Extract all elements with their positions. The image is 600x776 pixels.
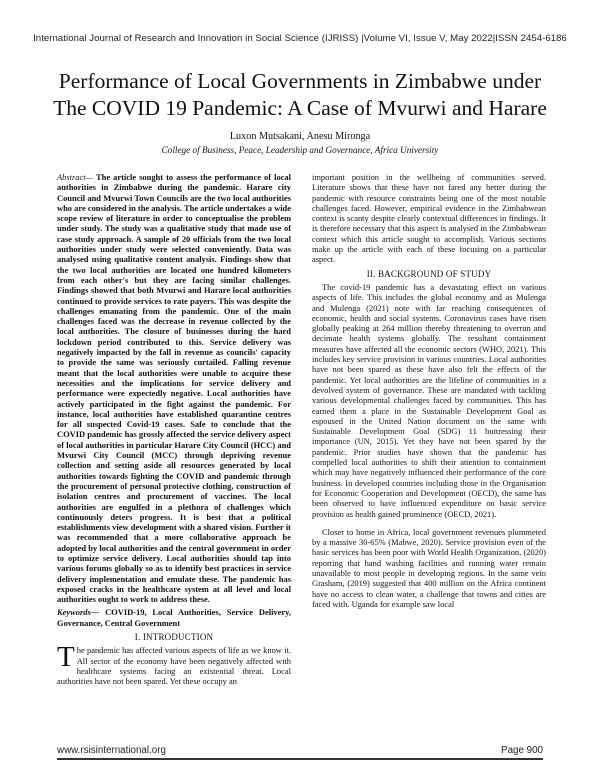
footer-rule — [57, 758, 543, 760]
keywords — [57, 607, 291, 628]
authors: Luxon Mutsakani, Anesu Mironga — [229, 131, 371, 142]
keywords-text: COVID-19, Local Authorities, Service Delivery, Governance, Central Government — [57, 607, 291, 628]
intro-paragraph — [57, 641, 291, 687]
title-line-2: The COVID 19 Pandemic: A Case of Mvurwi and Harare — [53, 96, 547, 120]
abstract-label: Abstract— — [57, 172, 94, 182]
journal-header: International Journal of Research and Innovation in Social Science (IJRISS) |Volume VI, Issue V, May 2022|ISSN 2454-6186 — [33, 33, 567, 44]
section-heading-background: II. BACKGROUND OF STUDY — [366, 268, 492, 279]
left-column — [57, 172, 291, 687]
intro-text: he pandemic has affected various aspects of life as we know it. All sector of the economy have been negatively affected with healthcare systems facing an existential threat. Local authorities have not been spared. Yet these occupy an — [57, 645, 291, 687]
footer-website: www.rsisinternational.org — [57, 745, 166, 756]
keywords-label: Keywords— — [57, 607, 100, 618]
abstract — [57, 172, 291, 604]
background-paragraph-1: The covid-19 pandemic has a devastating effect on various aspects of life. This includes the global economy and as Mulenga and Mulenga (2021) note with far reaching consequences of economic, health and social systems. Coronavirus cases have risen globally peaking at 264 million thereby threatening to overrun and decimate health systems globally. The resultant containment measures have affected all the economic sectors (WHO, 2021). This includes key service provision in various countries. Local authorities have not been spared as these have also felt the effects of the pandemic. Yet local authorities are the lifeline of communities in a devolved system of governance. These are mandated with tackling various developmental challenges faced by communities. This has earned them a place in the Sustainable Development Goal as espoused in the United Nation document on the same with Sustainable Development Goal (SDG) 11 buttressing their importance (UN, 2015). Yet they have not been spared by the pandemic. Prior studies have shown that the pandemic has compelled local authorities to shift their attention to containment which may have negatively influenced their performance of the core business. In developed countries including those in the Organisation for Economic Cooperation and Development (OECD), the same has been observed to have influenced expenditure on basic service provision as health gained prominence (OECD, 2021). — [312, 281, 546, 519]
background-paragraph-2: Closer to home in Africa, local government revenues plummeted by a massive 30-65% (Mabwe, 2020). Service provision even of the basic services has been poor with World Health Organization, (2020) reporting that hand washing facilities and running water remain unavailable to most people in developing regions. In the same vein Grasham, (2019) suggested that 400 million on the Africa continent have no access to clean water, a challenge that towns and cities are faced with. Uganda for example saw local — [312, 526, 546, 609]
affiliation: College of Business, Peace, Leadership and Governance, Africa University — [161, 145, 439, 155]
intro-paragraph-continued: important position in the wellbeing of communities served. Literature shows that these have not fared any better during the pandemic with resource constraints being one of the most notable challenges faced. However, empirical evidence in the Zimbabwean context is scanty despite clearly contextual differences in findings. It is therefore necessary that this aspect is analysed in the Zimbabwean context which this article sought to accomplish. Various sections make up the article with each of these focusing on a particular aspect. — [312, 172, 546, 265]
drop-cap: T — [57, 641, 75, 674]
page-number: Page 900 — [501, 745, 543, 756]
abstract-text: The article sought to assess the performance of local authorities in Zimbabwe during the pandemic. Harare city Council and Mvurwi Town Councils are the two local authorities who are considered in the analysis. The article undertakes a wide scope review of literature in order to conceptualise the problem under study. The study was a qualitative study that made use of case study approach. A sample of 20 officials from the two local authorities under study were selected conveniently. Data was analysed using qualitative content analysis. Findings show that the two local authorities are located one hundred kilometers from each other's but they are facing similar challenges. Findings showed that both Mvurwi and Harare local authorities continued to provide services to rate payers. This was despite the challenges emanating from the pandemic. One of the main challenges faced was the decrease in revenue collected by the local authorities. The closure of businesses during the hard lockdown period contributed to this. Service delivery was negatively impacted by the fall in revenue as councils' capacity to provide the same was seriously curtailed. Falling revenue meant that the local authorities were unable to acquire these necessities and the implications for service delivery and performance were expectedly negative. Local authorities have actively participated in the fight against the pandemic. For instance, local authorities have established quarantine centres for all suspected Covid-19 cases. Safe to conclude that the COVID pandemic has grossly affected the service delivery aspect of local authorities in particular Harare City Council (HCC) and Mvurwi City Council (MCC) through depriving revenue collection and setting aside all resources generated by local authorities towards fighting the COVID and pandemic through the procurement of personal protective clothing, construction of isolation centres and procurement of vaccines. The local authorities are engulfed in a plethora of challenges which continuously deters progress. It is best that a political establishments view development with a shared vision. Further it was recommended that a more collaborative approach be adopted by local authorities and the central government in order to optimize service delivery. Local authorities should tap into various forums globally so as to identify best practices in service delivery implementation and emulate these. The pandemic has exposed cracks in the healthcare system at all level and local authorities ought to work to address these. — [57, 172, 291, 605]
section-heading-introduction: I. INTRODUCTION — [134, 632, 214, 643]
page-footer — [57, 745, 543, 759]
paper-title — [40, 68, 560, 122]
title-line-1: Performance of Local Governments in Zimbabwe under — [58, 69, 542, 93]
right-column — [312, 172, 546, 609]
